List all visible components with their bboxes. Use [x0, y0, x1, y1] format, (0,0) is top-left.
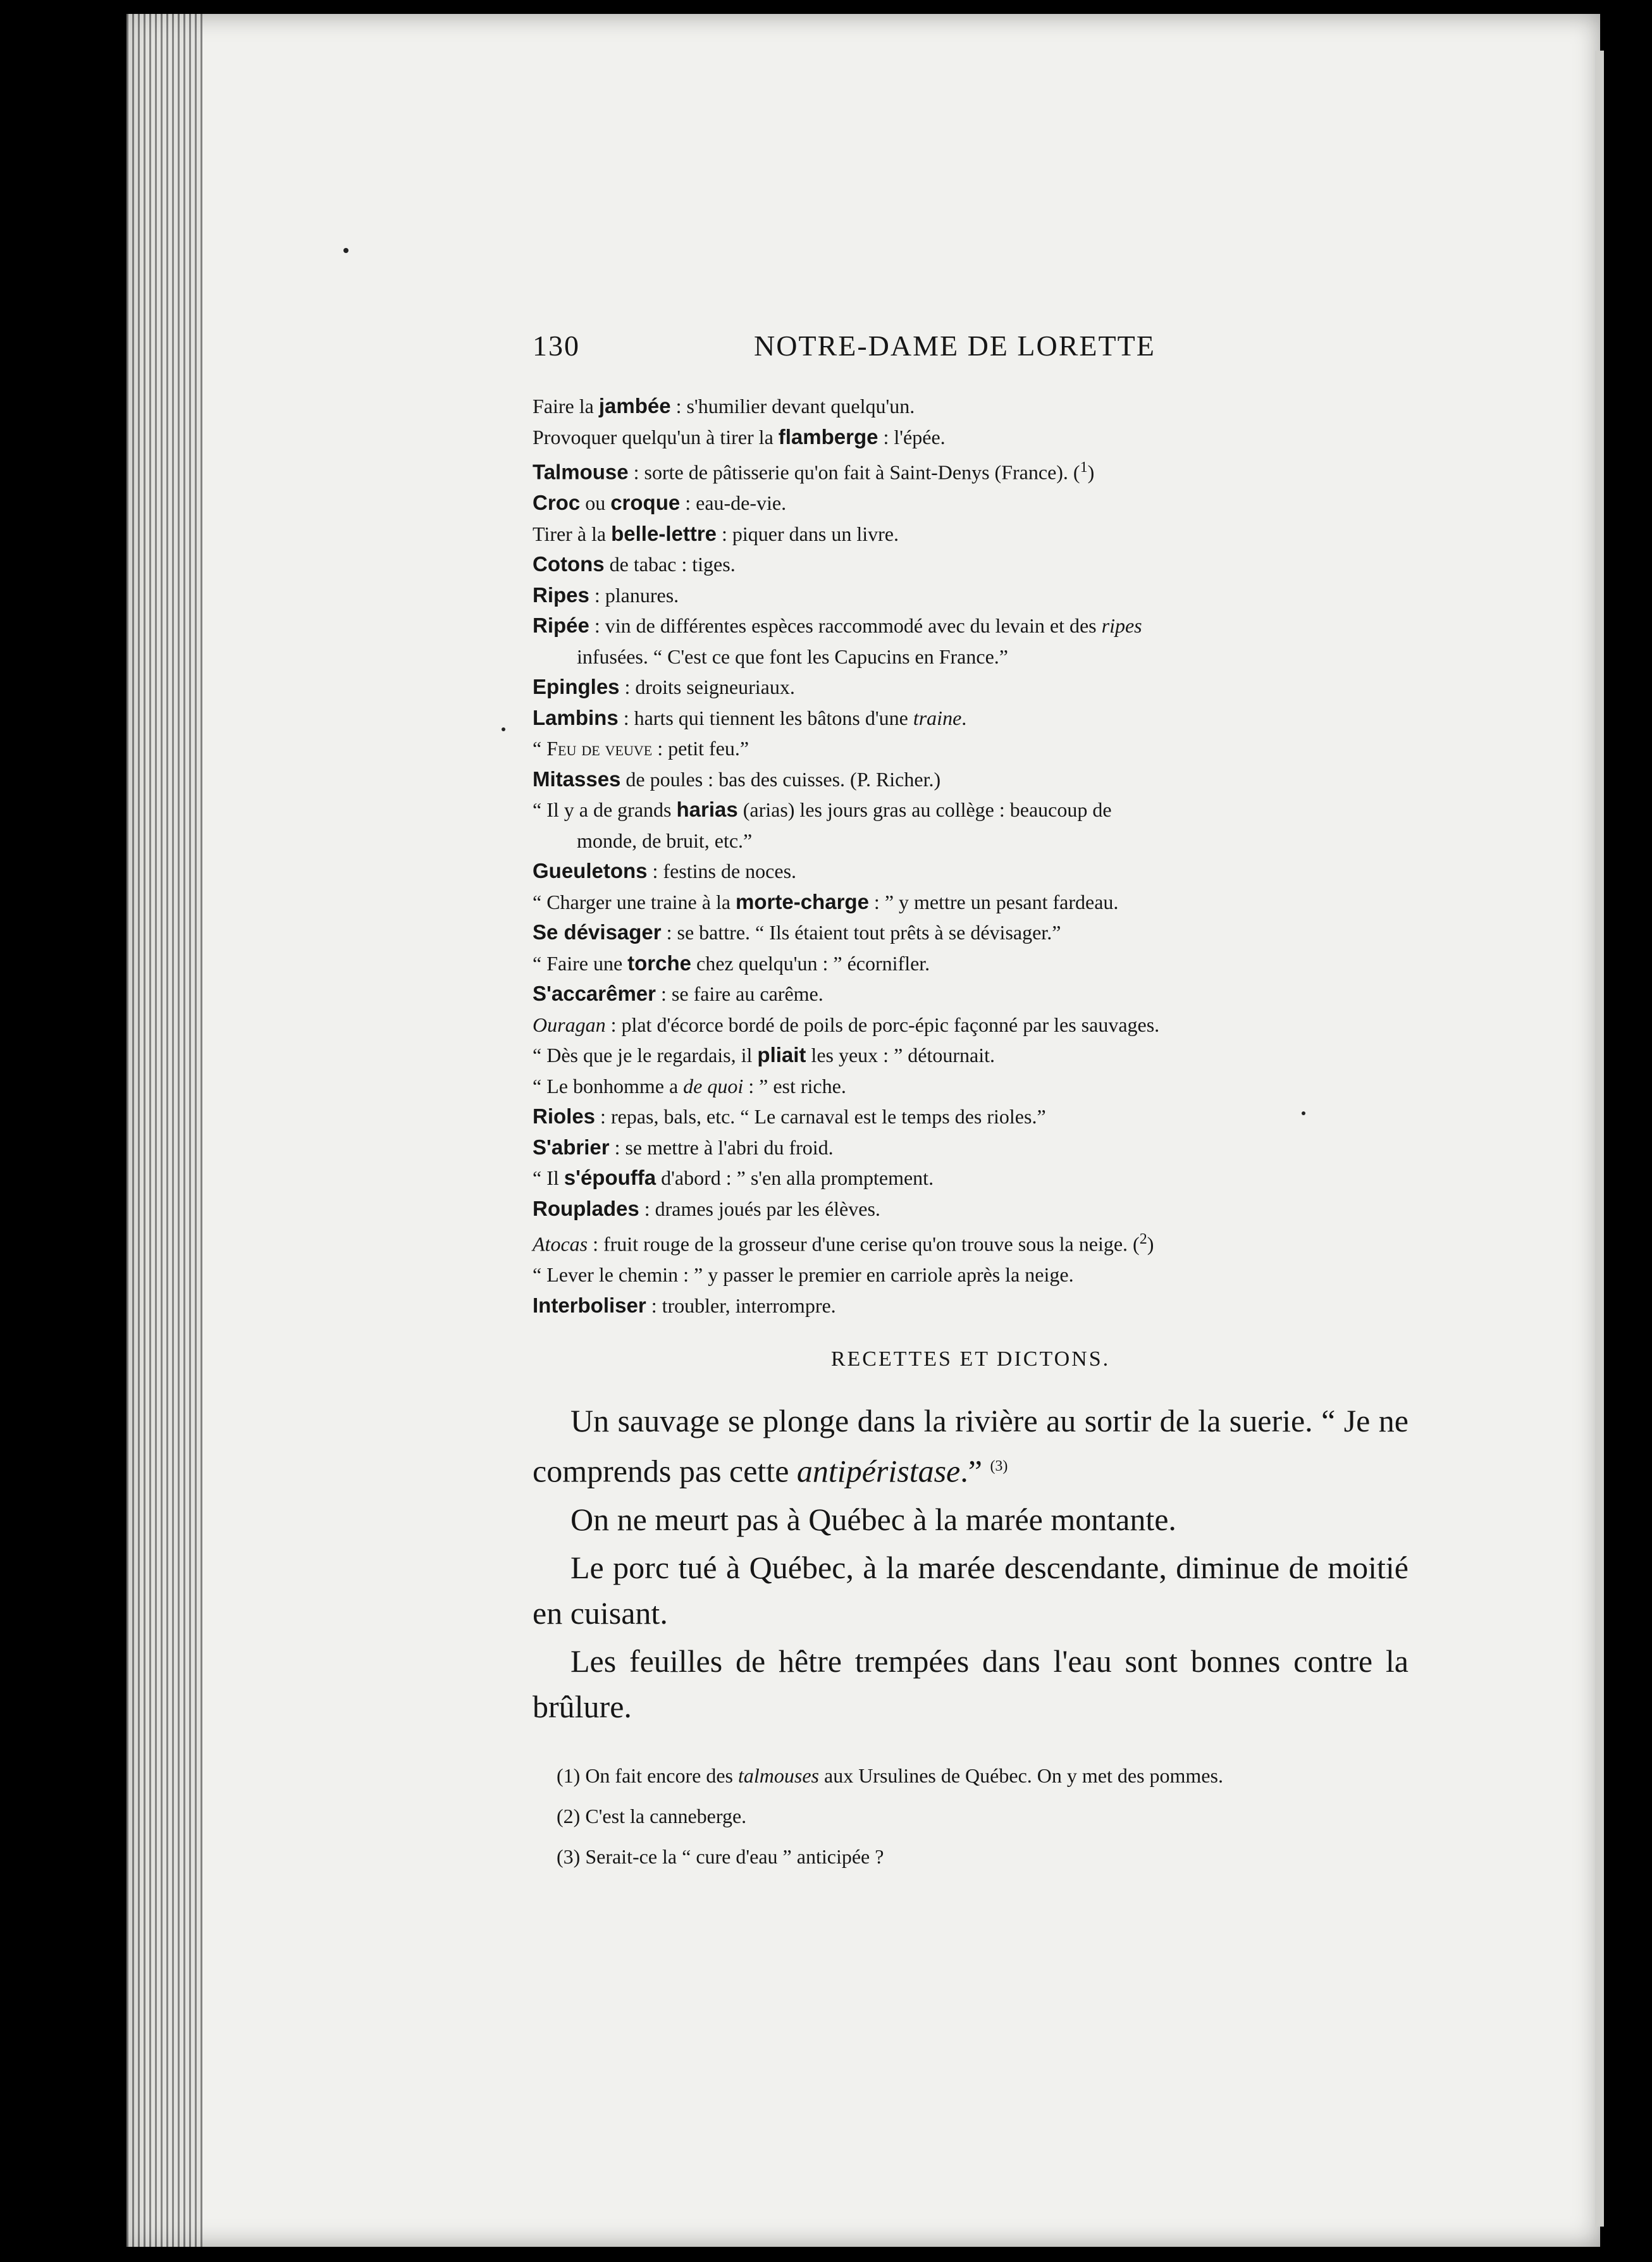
entry-text: “ Dès que je le regardais, il: [533, 1044, 758, 1067]
entry-definition: : droits seigneuriaux.: [619, 676, 795, 699]
glossary-entry: [533, 1194, 1409, 1225]
page-edges: [126, 14, 202, 2247]
entry-definition: : eau-de-vie.: [680, 491, 787, 515]
glossary-entry: [533, 1071, 1409, 1102]
glossary-entry: [533, 1132, 1409, 1163]
entry-term: Lambins: [533, 705, 619, 729]
footnote-number: (3): [557, 1845, 581, 1868]
ink-speck: [502, 727, 505, 731]
entry-definition: : troubler, interrompre.: [646, 1294, 836, 1317]
running-title: NOTRE-DAME DE LORETTE: [754, 330, 1156, 362]
entry-definition: les yeux : ” détournait.: [806, 1044, 995, 1067]
proverb-text: Le porc tué à Québec, à la marée descendante, diminue de moitié en cuisant.: [533, 1549, 1409, 1631]
footnote-text: C'est la canneberge.: [580, 1804, 747, 1827]
glossary-entry: [533, 549, 1409, 580]
entry-italic-term: Ouragan: [533, 1013, 606, 1036]
entry-definition: : se battre. “ Ils étaient tout prêts à se dévisager.”: [661, 921, 1061, 944]
proverb-text: Un sauvage se plonge dans la rivière au sortir de la suerie. “ Je ne comprends pas cette: [533, 1403, 1409, 1489]
glossary-entry: [533, 1224, 1409, 1259]
entry-term: Mitasses: [533, 767, 621, 791]
proverb: [533, 1545, 1409, 1636]
footnote-ref: 1: [1080, 459, 1088, 476]
page-number: 130: [533, 330, 580, 362]
glossary-entry: [533, 488, 1409, 519]
glossary-entry: [533, 703, 1409, 734]
glossary-entry: [533, 1290, 1409, 1321]
entry-definition: : se faire au carême.: [656, 982, 823, 1006]
glossary-entry: [533, 917, 1409, 948]
glossary-entry: [533, 1040, 1409, 1071]
entry-term: Ripes: [533, 583, 589, 607]
footnote-ref: 2: [1139, 1231, 1147, 1248]
entry-term: Ripée: [533, 614, 589, 638]
running-head: [533, 329, 1409, 373]
entry-term: Interboliser: [533, 1293, 646, 1317]
entry-definition: : vin de différentes espèces raccommodé avec du levain et des: [589, 614, 1102, 638]
proverbs-section: [533, 1398, 1409, 1729]
entry-text: “ Lever le chemin : ” y passer le premier en carriole après la neige.: [533, 1263, 1074, 1287]
entry-text: ): [1087, 460, 1095, 484]
proverb-text: On ne meurt pas à Québec à la marée montante.: [570, 1501, 1176, 1537]
entry-italic-term: Atocas: [533, 1232, 588, 1256]
entry-term: Rioles: [533, 1104, 596, 1128]
entry-text: “ Il y a de grands: [533, 798, 677, 822]
proverb: [533, 1398, 1409, 1494]
entry-text: Provoquer quelqu'un à tirer la: [533, 425, 779, 448]
entry-term: S'accarêmer: [533, 982, 656, 1006]
entry-definition: d'abord : ” s'en alla promptement.: [656, 1166, 934, 1190]
ink-speck: [343, 248, 348, 253]
entry-definition: : drames joués par les élèves.: [639, 1197, 880, 1220]
glossary-entry: [533, 733, 1409, 764]
entry-text: “ Il: [533, 1166, 564, 1190]
entry-term: flamberge: [778, 424, 878, 448]
entry-continuation: infusées. “ C'est ce que font les Capucins en France.”: [577, 645, 1008, 668]
glossary-entry: [533, 422, 1409, 453]
entry-definition: : sorte de pâtisserie qu'on fait à Saint-Denys (France). (: [628, 460, 1080, 484]
page-content: [533, 329, 1409, 1882]
glossary-list: [533, 391, 1409, 1321]
entry-definition: : petit feu.”: [652, 737, 749, 760]
entry-term: morte-charge: [736, 889, 869, 913]
glossary-entry: [533, 794, 1409, 856]
next-page-edge: [1595, 51, 1604, 2227]
entry-definition: de tabac : tiges.: [604, 553, 736, 576]
glossary-entry: [533, 452, 1409, 488]
footnote: [533, 1802, 1409, 1831]
entry-text: .: [961, 706, 967, 729]
entry-definition: de poules : bas des cuisses. (P. Richer.): [620, 767, 941, 791]
glossary-entry: [533, 979, 1409, 1010]
entry-definition: : ” y mettre un pesant fardeau.: [868, 890, 1119, 913]
footnote-text: On fait encore des: [580, 1764, 738, 1787]
glossary-entry: [533, 764, 1409, 795]
entry-definition: ou: [580, 491, 611, 515]
proverb: [533, 1638, 1409, 1729]
proverb: [533, 1497, 1409, 1542]
footnotes: [533, 1761, 1409, 1871]
glossary-entry: [533, 391, 1409, 422]
proverb-text: .”: [960, 1453, 990, 1489]
entry-definition: : festins de noces.: [647, 860, 797, 883]
entry-definition: : repas, bals, etc. “ Le carnaval est le temps des rioles.”: [595, 1105, 1046, 1128]
glossary-entry: [533, 1259, 1409, 1290]
entry-term: Epingles: [533, 675, 620, 699]
entry-term: Se dévisager: [533, 920, 662, 944]
entry-text: Tirer à la: [533, 522, 612, 545]
entry-text: Faire la: [533, 395, 599, 417]
entry-term: harias: [676, 798, 738, 822]
section-title: RECETTES ET DICTONS.: [830, 1347, 1111, 1371]
entry-term: torche: [627, 951, 692, 975]
footnote-text: Serait-ce la “ cure d'eau ” anticipée ?: [580, 1845, 884, 1868]
entry-italic: de quoi: [683, 1074, 744, 1097]
entry-definition: : plat d'écorce bordé de poils de porc-épic façonné par les sauvages.: [605, 1013, 1160, 1036]
entry-text: “ Charger une traine à la: [533, 890, 736, 913]
glossary-entry: [533, 1101, 1409, 1132]
entry-definition: : s'humilier devant quelqu'un.: [670, 395, 915, 417]
glossary-entry: [533, 856, 1409, 887]
glossary-entry: [533, 610, 1409, 672]
footnote-italic: talmouses: [737, 1764, 819, 1787]
entry-text: : ” est riche.: [743, 1074, 846, 1097]
footnote-text: aux Ursulines de Québec. On y met des pommes.: [818, 1764, 1223, 1787]
glossary-entry: [533, 887, 1409, 918]
glossary-entry: [533, 672, 1409, 703]
entry-term: s'épouffa: [564, 1166, 656, 1190]
entry-term: Rouplades: [533, 1196, 639, 1220]
entry-term: S'abrier: [533, 1135, 610, 1159]
entry-definition: : se mettre à l'abri du froid.: [609, 1135, 834, 1159]
entry-definition: : piquer dans un livre.: [717, 522, 899, 545]
entry-term: Talmouse: [533, 460, 629, 484]
glossary-entry: [533, 1163, 1409, 1194]
entry-term: belle-lettre: [611, 521, 717, 545]
footnote: [533, 1761, 1409, 1790]
entry-continuation: monde, de bruit, etc.”: [577, 829, 753, 852]
glossary-entry: [533, 1010, 1409, 1041]
entry-italic: traine: [913, 706, 962, 729]
glossary-entry: [533, 948, 1409, 979]
entry-term: pliait: [757, 1043, 806, 1067]
entry-definition: : planures.: [589, 583, 679, 607]
glossary-entry: [533, 580, 1409, 611]
entry-text: “: [533, 737, 547, 760]
proverb-italic: antipéristase: [796, 1453, 961, 1489]
entry-text: “ Faire une: [533, 951, 628, 975]
footnote-ref: (3): [990, 1458, 1008, 1475]
entry-term: croque: [610, 491, 681, 515]
entry-term: Gueuletons: [533, 859, 648, 883]
entry-text: “ Le bonhomme a: [533, 1074, 684, 1097]
entry-definition: : fruit rouge de la grosseur d'une cerise qu'on trouve sous la neige. (: [588, 1232, 1140, 1256]
entry-term: Cotons: [533, 552, 605, 576]
entry-term: Croc: [533, 491, 581, 515]
proverb-text: Les feuilles de hêtre trempées dans l'eau sont bonnes contre la brûlure.: [533, 1643, 1409, 1724]
entry-definition: chez quelqu'un : ” écornifler.: [691, 951, 930, 975]
entry-term: jambée: [598, 394, 671, 417]
entry-definition: : harts qui tiennent les bâtons d'une: [618, 706, 913, 729]
entry-smallcaps: Feu de veuve: [546, 737, 653, 760]
entry-italic: ripes: [1101, 614, 1142, 638]
footnote-number: (1): [557, 1764, 581, 1787]
footnote-number: (2): [557, 1804, 581, 1827]
footnote: [533, 1842, 1409, 1871]
entry-definition: (arias) les jours gras au collège : beaucoup de: [737, 798, 1112, 822]
entry-definition: : l'épée.: [878, 425, 946, 448]
entry-text: ): [1147, 1232, 1154, 1256]
glossary-entry: [533, 519, 1409, 550]
